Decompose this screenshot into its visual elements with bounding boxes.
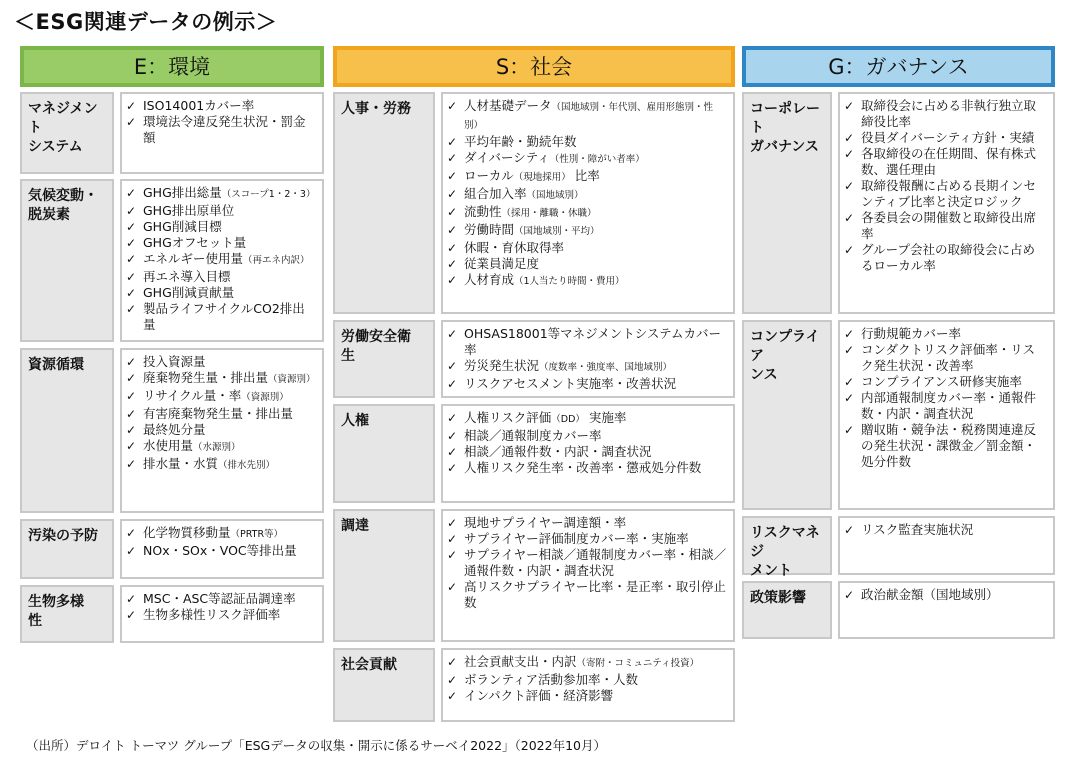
item-text: OHSAS18001等マネジメントシステムカバー率 bbox=[464, 326, 722, 357]
item-text: 休暇・育休取得率 bbox=[464, 240, 565, 255]
list-item bbox=[844, 522, 1047, 538]
item-text: 相談／通報件数・内訳・調査状況 bbox=[464, 444, 652, 459]
item-list bbox=[120, 519, 324, 579]
list-item bbox=[844, 374, 1047, 390]
checkmark-icon: ✓ bbox=[126, 220, 137, 234]
checkmark-icon: ✓ bbox=[126, 407, 137, 421]
checkmark-icon: ✓ bbox=[447, 205, 458, 219]
environment-row bbox=[20, 585, 324, 643]
list-item bbox=[447, 428, 727, 444]
item-text: 従業員満足度 bbox=[464, 256, 540, 271]
category-label: コンプライア ンス bbox=[742, 320, 832, 510]
item-text: 人権リスク評価 bbox=[464, 410, 552, 425]
environment-row bbox=[20, 348, 324, 513]
list-item bbox=[126, 354, 316, 370]
list-item bbox=[447, 376, 727, 392]
list-item bbox=[447, 240, 727, 256]
list-item bbox=[844, 390, 1047, 422]
item-text: ダイバーシティ bbox=[464, 150, 550, 165]
checkmark-icon: ✓ bbox=[126, 115, 137, 129]
list-item bbox=[447, 547, 727, 579]
item-text: 役員ダイバーシティ方針・実績 bbox=[861, 130, 1035, 145]
item-text: 化学物質移動量 bbox=[143, 525, 231, 540]
item-text: 組合加入率 bbox=[464, 186, 527, 201]
list-item bbox=[126, 406, 316, 422]
item-text: リサイクル量・率 bbox=[143, 388, 242, 403]
checkmark-icon: ✓ bbox=[126, 270, 137, 284]
checkmark-icon: ✓ bbox=[126, 608, 137, 622]
checkmark-icon: ✓ bbox=[447, 532, 458, 546]
checkmark-icon: ✓ bbox=[126, 526, 137, 540]
category-label: 資源循環 bbox=[20, 348, 114, 513]
item-list bbox=[120, 179, 324, 342]
checkmark-icon: ✓ bbox=[126, 355, 137, 369]
item-text: 各取締役の在任期間、保有株式数、選任理由 bbox=[861, 146, 1037, 177]
checkmark-icon: ✓ bbox=[126, 99, 137, 113]
item-text: MSC・ASC等認証品調達率 bbox=[143, 591, 296, 606]
item-list bbox=[838, 320, 1055, 510]
list-item bbox=[126, 301, 316, 333]
item-text: インパクト評価・経済影響 bbox=[464, 688, 614, 703]
item-text: 流動性 bbox=[464, 204, 502, 219]
social-row bbox=[333, 648, 735, 722]
item-text: 投入資源量 bbox=[143, 354, 206, 369]
item-note: （水源別） bbox=[193, 442, 241, 453]
list-item bbox=[126, 438, 316, 456]
governance-row bbox=[742, 581, 1055, 639]
item-note: （排水先別） bbox=[218, 460, 276, 471]
item-text: サプライヤー相談／通報制度カバー率・相談／通報件数・内訳・調査状況 bbox=[464, 547, 727, 578]
item-text: GHG排出総量 bbox=[143, 185, 222, 200]
category-label: 汚染の予防 bbox=[20, 519, 114, 579]
checkmark-icon: ✓ bbox=[844, 179, 855, 193]
list-item bbox=[844, 146, 1047, 178]
checkmark-icon: ✓ bbox=[447, 673, 458, 687]
item-text: 排水量・水質 bbox=[143, 456, 219, 471]
list-item bbox=[126, 98, 316, 114]
list-item bbox=[844, 98, 1047, 130]
environment-row bbox=[20, 519, 324, 579]
checkmark-icon: ✓ bbox=[447, 135, 458, 149]
list-item bbox=[447, 222, 727, 240]
list-item bbox=[126, 269, 316, 285]
environment-row bbox=[20, 92, 324, 174]
list-item bbox=[447, 168, 727, 186]
item-text: 環境法令違反発生状況・罰金額 bbox=[143, 114, 306, 145]
item-note: （寄附・コミュニティ投資） bbox=[576, 658, 700, 669]
item-text: ボランティア活動参加率・人数 bbox=[464, 672, 639, 687]
item-text: 現地サプライヤー調達額・率 bbox=[464, 515, 627, 530]
checkmark-icon: ✓ bbox=[447, 411, 458, 425]
checkmark-icon: ✓ bbox=[126, 423, 137, 437]
social-row bbox=[333, 404, 735, 503]
list-item bbox=[447, 326, 727, 358]
list-item bbox=[447, 688, 727, 704]
category-label: コーポレート ガバナンス bbox=[742, 92, 832, 314]
category-label: マネジメント システム bbox=[20, 92, 114, 174]
item-text: GHGオフセット量 bbox=[143, 235, 247, 250]
item-text-suffix: 実施率 bbox=[584, 410, 627, 425]
list-item bbox=[126, 219, 316, 235]
list-item bbox=[447, 134, 727, 150]
item-list bbox=[838, 581, 1055, 639]
category-label: 気候変動・ 脱炭素 bbox=[20, 179, 114, 342]
item-note: （資源別） bbox=[241, 392, 289, 403]
category-label: 社会貢献 bbox=[333, 648, 435, 722]
list-item bbox=[844, 130, 1047, 146]
list-item bbox=[447, 672, 727, 688]
item-text: 贈収賄・競争法・税務関連違反の発生状況・課徴金／罰金額・処分件数 bbox=[861, 422, 1037, 469]
item-text: 人材基礎データ bbox=[464, 98, 552, 113]
item-text: コンダクトリスク評価率・リスク発生状況・改善率 bbox=[861, 342, 1036, 373]
checkmark-icon: ✓ bbox=[447, 377, 458, 391]
checkmark-icon: ✓ bbox=[844, 99, 855, 113]
item-text: 取締役会に占める非執行独立取締役比率 bbox=[861, 98, 1037, 129]
item-text: 各委員会の開催数と取締役出席率 bbox=[861, 210, 1037, 241]
list-item bbox=[126, 251, 316, 269]
list-item bbox=[447, 531, 727, 547]
item-text: 労災発生状況 bbox=[464, 358, 540, 373]
item-text: リスク監査実施状況 bbox=[861, 522, 974, 537]
item-text: 社会貢献支出・内訳 bbox=[464, 654, 577, 669]
list-item bbox=[126, 543, 316, 559]
item-text: 労働時間 bbox=[464, 222, 515, 237]
item-list bbox=[120, 585, 324, 643]
list-item bbox=[844, 326, 1047, 342]
social-row bbox=[333, 509, 735, 642]
list-item bbox=[447, 410, 727, 428]
item-note: （DD） bbox=[551, 414, 585, 425]
checkmark-icon: ✓ bbox=[447, 516, 458, 530]
list-item bbox=[126, 388, 316, 406]
source-note: （出所）デロイト トーマツ グループ「ESGデータの収集・開示に係るサーベイ2022」（2022年10月） bbox=[26, 738, 606, 753]
item-text: 行動規範カバー率 bbox=[861, 326, 962, 341]
list-item bbox=[126, 607, 316, 623]
item-text: 生物多様性リスク評価率 bbox=[143, 607, 281, 622]
item-text: 廃棄物発生量・排出量 bbox=[143, 370, 269, 385]
item-text: GHG排出原単位 bbox=[143, 203, 235, 218]
list-item bbox=[126, 203, 316, 219]
checkmark-icon: ✓ bbox=[447, 327, 458, 341]
checkmark-icon: ✓ bbox=[447, 151, 458, 165]
checkmark-icon: ✓ bbox=[447, 461, 458, 475]
checkmark-icon: ✓ bbox=[447, 99, 458, 113]
checkmark-icon: ✓ bbox=[447, 169, 458, 183]
checkmark-icon: ✓ bbox=[126, 302, 137, 316]
item-list bbox=[120, 348, 324, 513]
checkmark-icon: ✓ bbox=[447, 429, 458, 443]
category-label: 人権 bbox=[333, 404, 435, 503]
list-item bbox=[447, 186, 727, 204]
checkmark-icon: ✓ bbox=[447, 223, 458, 237]
checkmark-icon: ✓ bbox=[126, 252, 137, 266]
checkmark-icon: ✓ bbox=[844, 131, 855, 145]
item-text: 高リスクサプライヤー比率・是正率・取引停止数 bbox=[464, 579, 726, 610]
page-title: ＜ESG関連データの例示＞ bbox=[14, 10, 278, 34]
item-note: （国地域別・平均） bbox=[514, 226, 600, 237]
item-text: GHG削減目標 bbox=[143, 219, 222, 234]
item-text: コンプライアンス研修実施率 bbox=[861, 374, 1022, 389]
category-label: 人事・労務 bbox=[333, 92, 435, 314]
checkmark-icon: ✓ bbox=[844, 391, 855, 405]
checkmark-icon: ✓ bbox=[126, 186, 137, 200]
item-text: リスクアセスメント実施率・改善状況 bbox=[464, 376, 677, 391]
checkmark-icon: ✓ bbox=[126, 236, 137, 250]
item-list bbox=[441, 404, 735, 503]
list-item bbox=[844, 587, 1047, 603]
item-note: （1人当たり時間・費用） bbox=[514, 276, 625, 287]
item-text: 製品ライフサイクルCO2排出量 bbox=[143, 301, 305, 332]
checkmark-icon: ✓ bbox=[126, 457, 137, 471]
list-item bbox=[126, 370, 316, 388]
checkmark-icon: ✓ bbox=[844, 327, 855, 341]
list-item bbox=[844, 210, 1047, 242]
item-list bbox=[441, 92, 735, 314]
item-list bbox=[120, 92, 324, 174]
item-text: サプライヤー評価制度カバー率・実施率 bbox=[464, 531, 689, 546]
checkmark-icon: ✓ bbox=[844, 147, 855, 161]
category-label: 政策影響 bbox=[742, 581, 832, 639]
checkmark-icon: ✓ bbox=[126, 544, 137, 558]
checkmark-icon: ✓ bbox=[447, 689, 458, 703]
list-item bbox=[126, 456, 316, 474]
checkmark-icon: ✓ bbox=[126, 389, 137, 403]
checkmark-icon: ✓ bbox=[844, 423, 855, 437]
list-item bbox=[126, 591, 316, 607]
checkmark-icon: ✓ bbox=[447, 580, 458, 594]
checkmark-icon: ✓ bbox=[844, 243, 855, 257]
category-label: 労働安全衛 生 bbox=[333, 320, 435, 398]
header-environment: E：環境 bbox=[20, 46, 324, 87]
list-item bbox=[126, 525, 316, 543]
item-text: グループ会社の取締役会に占めるローカル率 bbox=[861, 242, 1036, 273]
item-note: （現地採用） bbox=[513, 172, 571, 183]
list-item bbox=[844, 342, 1047, 374]
item-note: （性別・障がい者率） bbox=[549, 154, 645, 165]
item-list bbox=[441, 648, 735, 722]
item-text: 人材育成 bbox=[464, 272, 515, 287]
item-note: （国地域別・年代別、雇用形態別・性別） bbox=[464, 102, 714, 131]
item-list bbox=[838, 92, 1055, 314]
header-governance: G：ガバナンス bbox=[742, 46, 1055, 87]
item-text: 相談／通報制度カバー率 bbox=[464, 428, 602, 443]
item-text: 平均年齢・勤続年数 bbox=[464, 134, 577, 149]
category-label: 生物多様 性 bbox=[20, 585, 114, 643]
list-item bbox=[447, 358, 727, 376]
item-list bbox=[441, 509, 735, 642]
governance-row bbox=[742, 92, 1055, 314]
item-text: 再エネ導入目標 bbox=[143, 269, 231, 284]
item-text: 有害廃棄物発生量・排出量 bbox=[143, 406, 294, 421]
list-item bbox=[126, 422, 316, 438]
list-item bbox=[844, 242, 1047, 274]
item-text: 人権リスク発生率・改善率・懲戒処分件数 bbox=[464, 460, 702, 475]
checkmark-icon: ✓ bbox=[447, 187, 458, 201]
item-text: NOx・SOx・VOC等排出量 bbox=[143, 543, 297, 558]
checkmark-icon: ✓ bbox=[126, 204, 137, 218]
list-item bbox=[447, 98, 727, 134]
checkmark-icon: ✓ bbox=[126, 439, 137, 453]
checkmark-icon: ✓ bbox=[447, 548, 458, 562]
item-text: 内部通報制度カバー率・通報件数・内訳・調査状況 bbox=[861, 390, 1037, 421]
social-row bbox=[333, 320, 735, 398]
checkmark-icon: ✓ bbox=[447, 241, 458, 255]
item-text: 政治献金額（国地域別） bbox=[861, 587, 999, 602]
governance-row bbox=[742, 516, 1055, 579]
list-item bbox=[447, 272, 727, 290]
checkmark-icon: ✓ bbox=[844, 588, 855, 602]
checkmark-icon: ✓ bbox=[844, 375, 855, 389]
list-item bbox=[447, 654, 727, 672]
item-note: （度数率・強度率、国地域別） bbox=[539, 362, 673, 373]
checkmark-icon: ✓ bbox=[844, 211, 855, 225]
list-item bbox=[447, 204, 727, 222]
list-item bbox=[126, 235, 316, 251]
checkmark-icon: ✓ bbox=[447, 359, 458, 373]
checkmark-icon: ✓ bbox=[126, 592, 137, 606]
item-text: GHG削減貢献量 bbox=[143, 285, 235, 300]
item-note: （国地域別） bbox=[526, 190, 584, 201]
list-item bbox=[447, 444, 727, 460]
checkmark-icon: ✓ bbox=[447, 273, 458, 287]
checkmark-icon: ✓ bbox=[126, 286, 137, 300]
category-label: 調達 bbox=[333, 509, 435, 642]
list-item bbox=[447, 579, 727, 611]
checkmark-icon: ✓ bbox=[844, 343, 855, 357]
item-text: ISO14001カバー率 bbox=[143, 98, 255, 113]
checkmark-icon: ✓ bbox=[844, 523, 855, 537]
item-note: （採用・離職・休職） bbox=[501, 208, 597, 219]
item-note: （資源別） bbox=[268, 374, 316, 385]
list-item bbox=[126, 285, 316, 301]
checkmark-icon: ✓ bbox=[126, 371, 137, 385]
list-item bbox=[126, 185, 316, 203]
header-social: S：社会 bbox=[333, 46, 735, 87]
list-item bbox=[447, 460, 727, 476]
list-item bbox=[844, 422, 1047, 470]
category-label: リスクマネジ メント bbox=[742, 516, 832, 575]
list-item bbox=[844, 178, 1047, 210]
item-text: 取締役報酬に占める長期インセンティブ比率と決定ロジック bbox=[861, 178, 1037, 209]
item-list bbox=[441, 320, 735, 398]
social-row bbox=[333, 92, 735, 314]
item-list bbox=[838, 516, 1055, 575]
checkmark-icon: ✓ bbox=[447, 655, 458, 669]
item-text: 水使用量 bbox=[143, 438, 194, 453]
item-text: ローカル bbox=[464, 168, 514, 183]
checkmark-icon: ✓ bbox=[447, 257, 458, 271]
item-text: 最終処分量 bbox=[143, 422, 206, 437]
item-text-suffix: 比率 bbox=[570, 168, 600, 183]
list-item bbox=[447, 256, 727, 272]
list-item bbox=[447, 150, 727, 168]
item-note: （再エネ内訳） bbox=[243, 255, 310, 266]
list-item bbox=[447, 515, 727, 531]
environment-row bbox=[20, 179, 324, 342]
item-note: （PRTR等） bbox=[230, 529, 284, 540]
governance-row bbox=[742, 320, 1055, 510]
item-text: エネルギー使用量 bbox=[143, 251, 244, 266]
item-note: （スコープ1・2・3） bbox=[221, 189, 316, 200]
checkmark-icon: ✓ bbox=[447, 445, 458, 459]
list-item bbox=[126, 114, 316, 146]
